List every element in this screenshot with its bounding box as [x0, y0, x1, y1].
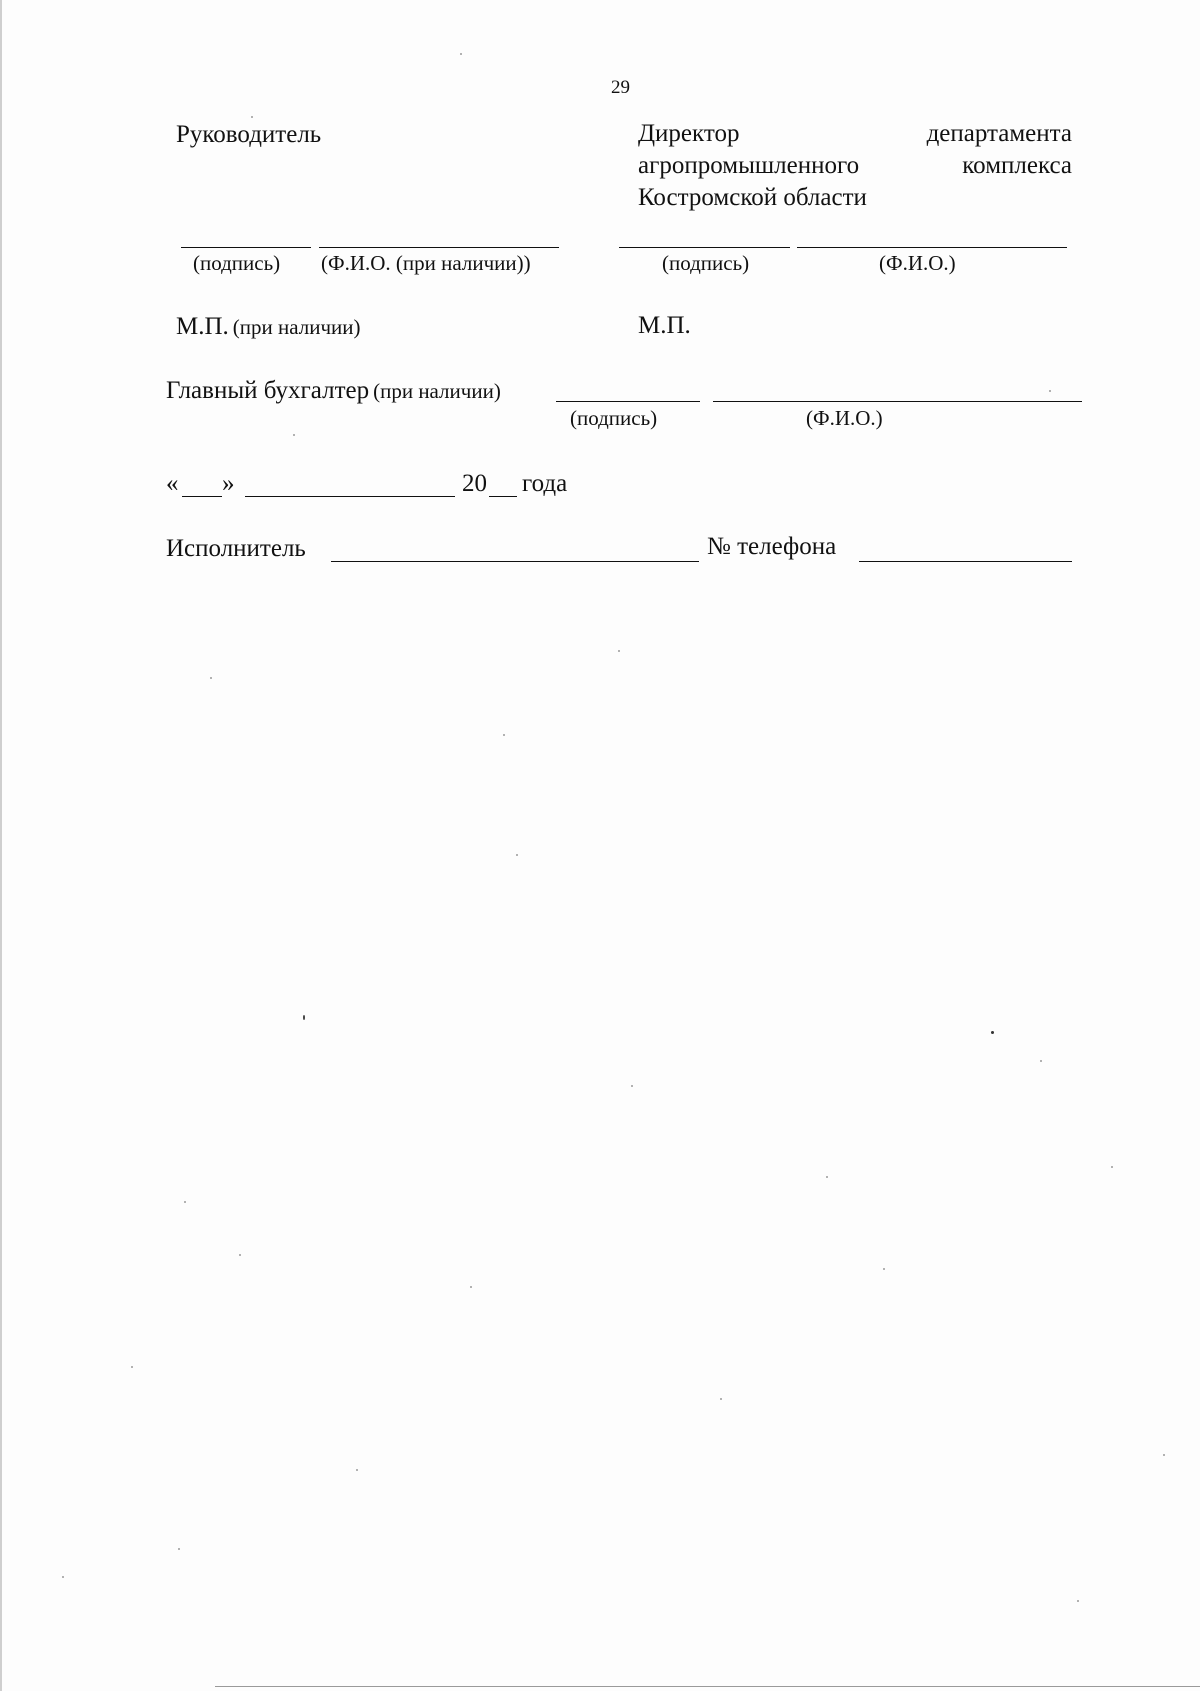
date-close-quote: » — [222, 470, 235, 497]
right-signature-caption: (подпись) — [662, 251, 750, 275]
left-stamp — [176, 314, 361, 339]
date-year-suffix: года — [522, 470, 568, 497]
right-block-title — [638, 118, 1072, 214]
left-signature-caption: (подпись) — [193, 251, 281, 275]
right-name-caption: (Ф.И.О.) — [879, 251, 956, 275]
right-stamp-label: М.П. — [638, 312, 691, 339]
chief-accountant-label-group — [166, 378, 501, 403]
date-month-line — [245, 496, 455, 497]
right-name-line — [797, 247, 1067, 248]
phone-line — [859, 561, 1072, 562]
chief-accountant-note: (при наличии) — [373, 379, 501, 403]
date-day-line — [182, 496, 222, 497]
chief-accountant-signature-line — [556, 401, 700, 402]
left-name-caption: (Ф.И.О. (при наличии)) — [321, 251, 531, 275]
right-title-word-agro: агропромышленного — [638, 152, 860, 179]
date-year-prefix: 20 — [462, 470, 487, 497]
left-stamp-note: (при наличии) — [232, 315, 361, 339]
phone-label: № телефона — [707, 533, 837, 560]
left-signature-line — [181, 247, 311, 248]
page-number: 29 — [611, 77, 630, 98]
left-name-line — [319, 247, 559, 248]
page-edge-left — [0, 0, 2, 1691]
executor-line — [331, 561, 699, 562]
chief-accountant-name-line — [713, 401, 1082, 402]
chief-accountant-signature-caption: (подпись) — [570, 406, 658, 430]
left-stamp-label: М.П. — [176, 313, 229, 340]
executor-label: Исполнитель — [166, 535, 306, 562]
date-open-quote: « — [166, 470, 179, 497]
date-year-line — [489, 496, 517, 497]
right-title-line-region: Костромской области — [638, 184, 867, 211]
right-title-word-director: Директор — [638, 120, 740, 147]
chief-accountant-name-caption: (Ф.И.О.) — [806, 406, 883, 430]
chief-accountant-label: Главный бухгалтер — [166, 377, 370, 404]
right-title-word-complex: комплекса — [962, 152, 1072, 179]
right-title-word-department: департамента — [926, 120, 1072, 147]
page-edge-bottom — [215, 1686, 1200, 1687]
left-block-title: Руководитель — [176, 121, 322, 148]
right-signature-line — [619, 247, 790, 248]
